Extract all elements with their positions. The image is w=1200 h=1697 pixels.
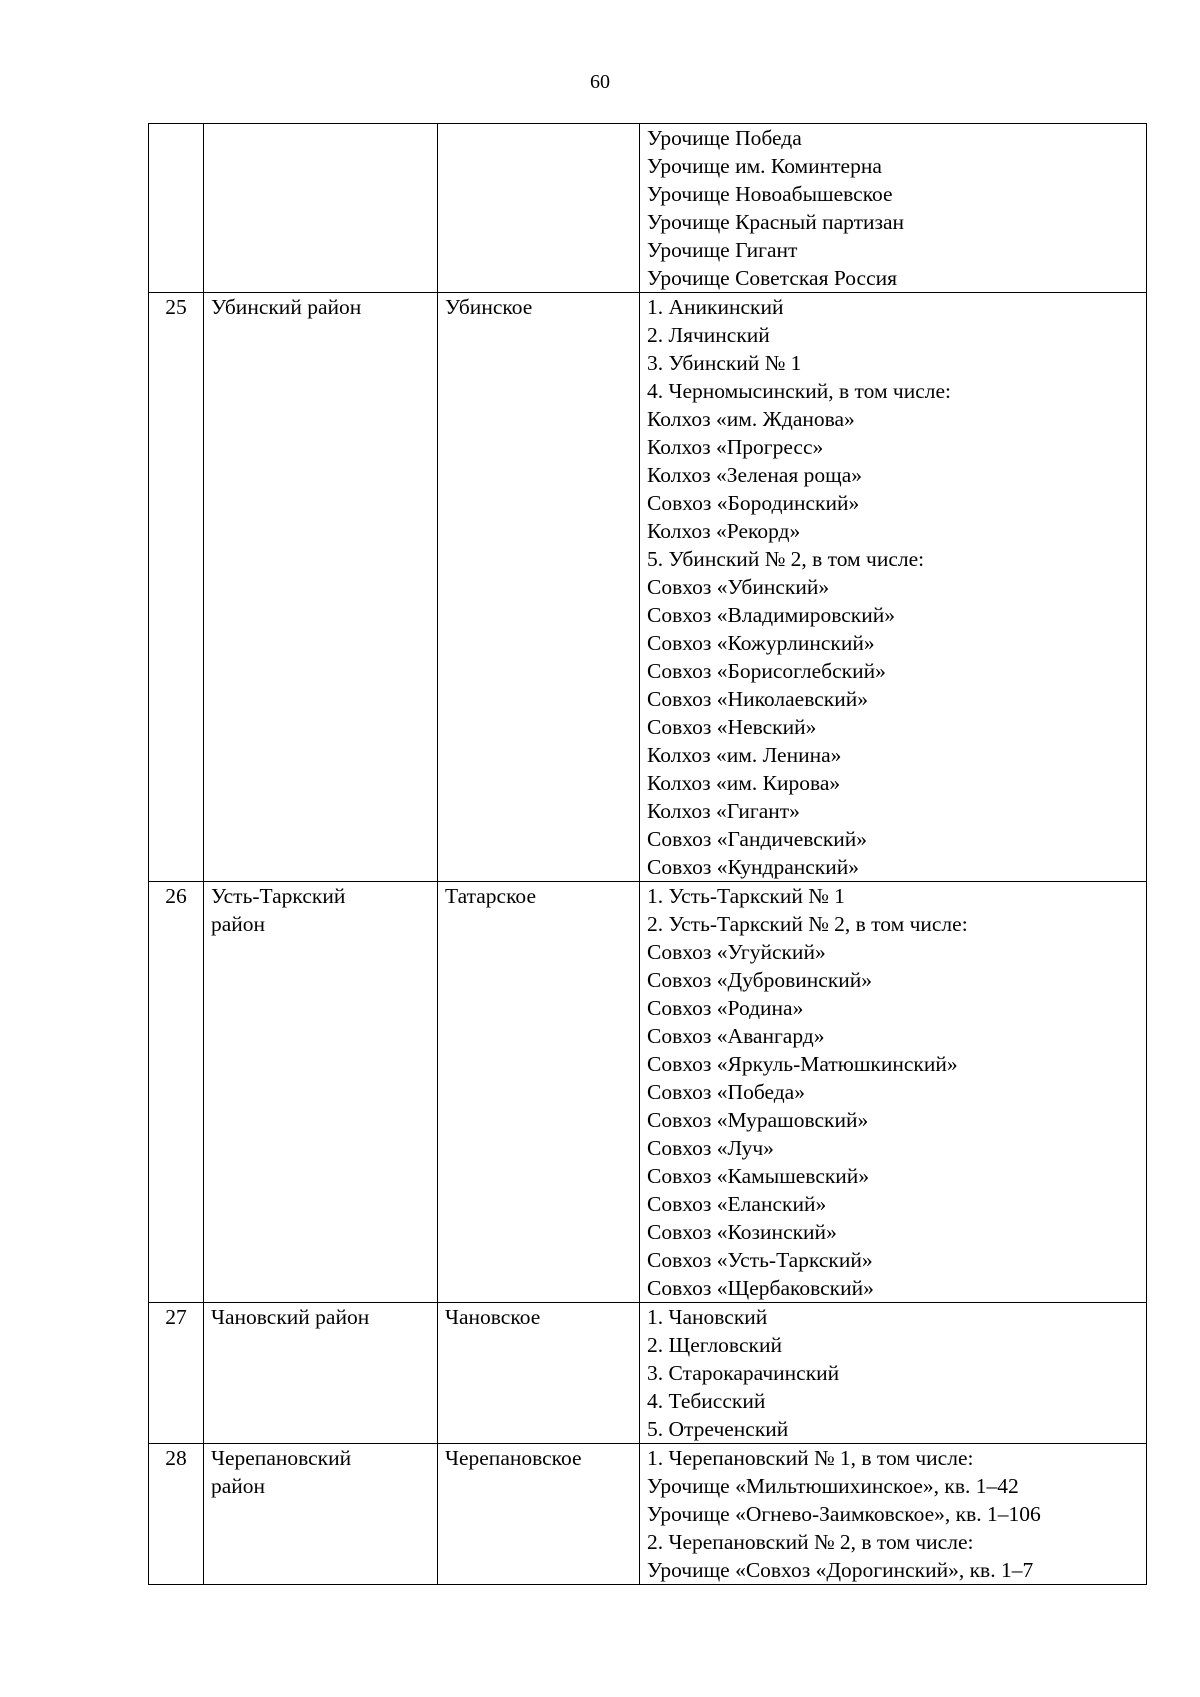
site-line: Совхоз «Гандичевский» [647, 827, 868, 851]
site-line: Совхоз «Еланский» [647, 1192, 827, 1216]
district-cell [204, 882, 438, 1303]
site-line: Совхоз «Камышевский» [647, 1164, 870, 1188]
forestry-cell: Черепановское [438, 1444, 640, 1585]
district-cell [204, 293, 438, 882]
site-line: Совхоз «Николаевский» [647, 687, 868, 711]
site-line: Урочище Новоабышевское [647, 182, 893, 206]
table-row [149, 882, 1147, 1303]
site-line: Совхоз «Победа» [647, 1080, 805, 1104]
table-row [149, 1303, 1147, 1444]
site-line: 1. Аникинский [647, 295, 784, 319]
site-line: Колхоз «Гигант» [647, 799, 800, 823]
site-line: 2. Лячинский [647, 323, 770, 347]
row-number-cell [149, 124, 204, 293]
site-line: Совхоз «Авангард» [647, 1024, 825, 1048]
district-name-line: Усть-Таркский [211, 884, 346, 908]
site-line: 2. Щегловский [647, 1333, 782, 1357]
site-line: Совхоз «Невский» [647, 715, 817, 739]
row-number-cell: 28 [149, 1444, 204, 1585]
sites-cell [640, 882, 1147, 1303]
sites-cell [640, 124, 1147, 293]
site-line: Совхоз «Усть-Таркский» [647, 1248, 873, 1272]
site-line: Урочище «Мильтюшихинское», кв. 1–42 [647, 1474, 1019, 1498]
site-line: Совхоз «Убинский» [647, 575, 830, 599]
sites-cell [640, 1303, 1147, 1444]
site-line: Совхоз «Дубровинский» [647, 968, 873, 992]
table-row [149, 293, 1147, 882]
sites-cell [640, 293, 1147, 882]
district-name-line: Чановский район [211, 1305, 370, 1329]
forestry-table [148, 123, 1147, 1585]
site-line: Урочище «Совхоз «Дорогинский», кв. 1–7 [647, 1558, 1034, 1582]
site-line: Урочище «Огнево-Заимковское», кв. 1–106 [647, 1502, 1041, 1526]
forestry-cell: Убинское [438, 293, 640, 882]
table-row [149, 1444, 1147, 1585]
site-line: Совхоз «Мурашовский» [647, 1108, 869, 1132]
site-line: Колхоз «им. Ленина» [647, 743, 842, 767]
site-line: Урочище Победа [647, 126, 802, 150]
site-line: Урочище им. Коминтерна [647, 154, 882, 178]
row-number-cell: 25 [149, 293, 204, 882]
site-line: 2. Усть-Таркский № 2, в том числе: [647, 912, 968, 936]
site-line: Совхоз «Владимировский» [647, 603, 895, 627]
site-line: 5. Отреченский [647, 1417, 789, 1441]
site-line: Колхоз «им. Кирова» [647, 771, 841, 795]
site-line: Совхоз «Козинский» [647, 1220, 837, 1244]
table-row [149, 124, 1147, 293]
site-line: Колхоз «Рекорд» [647, 519, 801, 543]
district-cell [204, 1444, 438, 1585]
site-line: 5. Убинский № 2, в том числе: [647, 547, 925, 571]
site-line: Урочище Красный партизан [647, 210, 905, 234]
district-name-line: Убинский район [211, 295, 362, 319]
forestry-cell: Татарское [438, 882, 640, 1303]
table-body [149, 124, 1147, 1585]
site-line: 4. Черномысинский, в том числе: [647, 379, 952, 403]
site-line: 2. Черепановский № 2, в том числе: [647, 1530, 974, 1554]
site-line: Совхоз «Яркуль-Матюшкинский» [647, 1052, 958, 1076]
site-line: Совхоз «Родина» [647, 996, 804, 1020]
row-number-cell: 27 [149, 1303, 204, 1444]
site-line: Совхоз «Кундранский» [647, 855, 860, 879]
site-line: Совхоз «Кожурлинский» [647, 631, 875, 655]
site-line: Совхоз «Угуйский» [647, 940, 826, 964]
site-line: Совхоз «Щербаковский» [647, 1276, 874, 1300]
site-line: 4. Тебисский [647, 1389, 766, 1413]
page-number: 60 [590, 71, 610, 93]
district-cell [204, 1303, 438, 1444]
district-cell [204, 124, 438, 293]
site-line: 3. Старокарачинский [647, 1361, 840, 1385]
district-name-line: Черепановский [211, 1446, 352, 1470]
district-name-line: район [211, 912, 266, 936]
site-line: Совхоз «Борисоглебский» [647, 659, 886, 683]
site-line: Колхоз «Зеленая роща» [647, 463, 863, 487]
site-line: Урочище Гигант [647, 238, 798, 262]
site-line: Колхоз «им. Жданова» [647, 407, 855, 431]
site-line: 3. Убинский № 1 [647, 351, 802, 375]
site-line: Совхоз «Луч» [647, 1136, 774, 1160]
site-line: Урочище Советская Россия [647, 266, 898, 290]
forestry-cell: Чановское [438, 1303, 640, 1444]
site-line: Колхоз «Прогресс» [647, 435, 824, 459]
site-line: 1. Чановский [647, 1305, 768, 1329]
site-line: 1. Усть-Таркский № 1 [647, 884, 845, 908]
forestry-cell [438, 124, 640, 293]
site-line: Совхоз «Бородинский» [647, 491, 860, 515]
sites-cell [640, 1444, 1147, 1585]
row-number-cell: 26 [149, 882, 204, 1303]
district-name-line: район [211, 1474, 266, 1498]
site-line: 1. Черепановский № 1, в том числе: [647, 1446, 974, 1470]
